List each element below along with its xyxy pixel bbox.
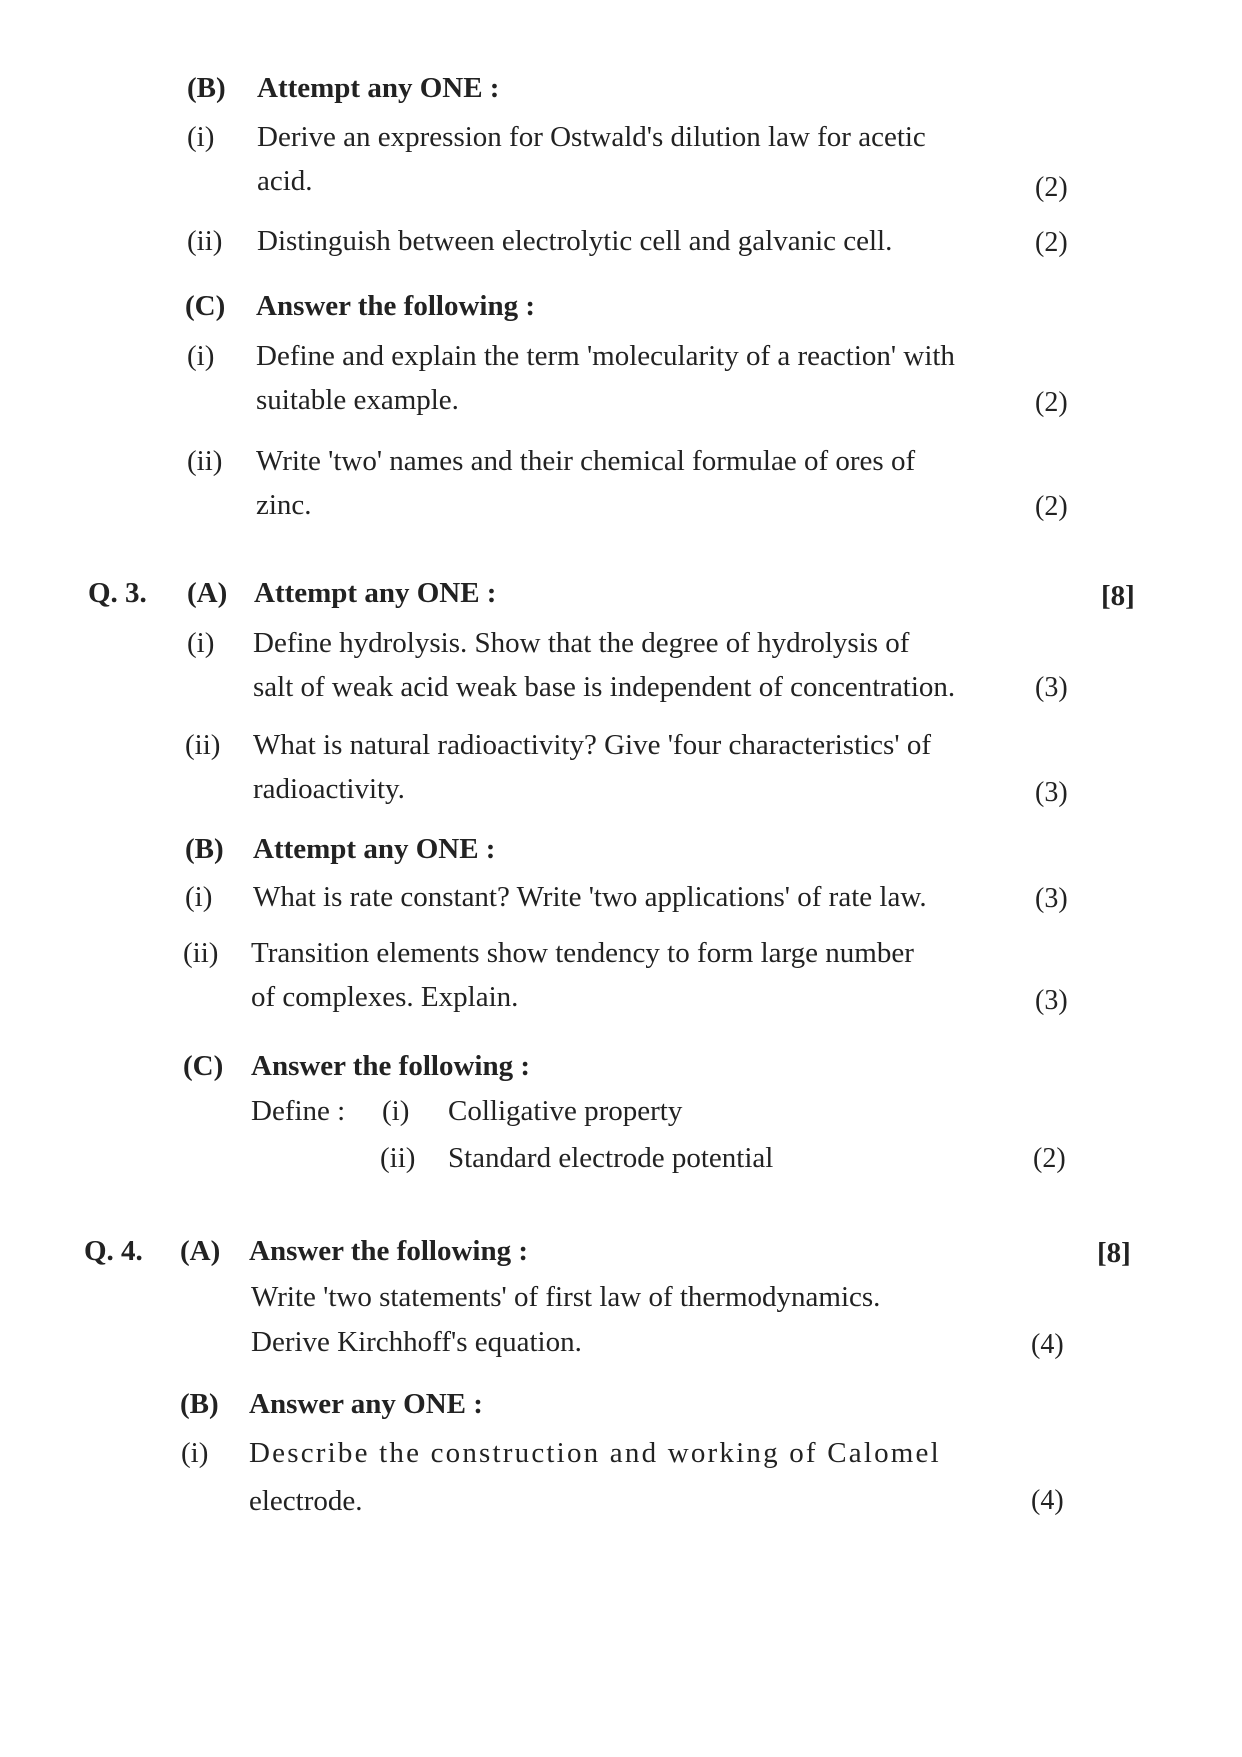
question-text: suitable example. xyxy=(256,384,459,416)
section-a-heading: Attempt any ONE : xyxy=(254,577,497,609)
marks: (2) xyxy=(1035,172,1068,203)
question-text: of complexes. Explain. xyxy=(251,981,519,1013)
marks: (2) xyxy=(1035,227,1068,258)
question-text: Transition elements show tendency to form large number xyxy=(251,937,914,969)
define-label: Define : xyxy=(251,1095,346,1127)
section-c-label: (C) xyxy=(183,1050,224,1082)
marks: (3) xyxy=(1035,777,1068,808)
question-number: Q. 3. xyxy=(88,577,147,609)
marks: (2) xyxy=(1035,491,1068,522)
section-c-heading: Answer the following : xyxy=(256,290,535,322)
item-number: (i) xyxy=(187,340,215,372)
question-text: electrode. xyxy=(249,1485,363,1517)
section-a-label: (A) xyxy=(180,1235,221,1267)
item-number: (ii) xyxy=(380,1142,416,1174)
marks: (3) xyxy=(1035,883,1068,914)
question-text: zinc. xyxy=(256,489,312,521)
marks: (3) xyxy=(1035,672,1068,703)
question-text: Colligative property xyxy=(448,1095,683,1127)
total-marks: [8] xyxy=(1097,1237,1131,1269)
question-text: Standard electrode potential xyxy=(448,1142,774,1174)
question-text: Write 'two' names and their chemical formulae of ores of xyxy=(256,445,916,477)
marks: (2) xyxy=(1035,387,1068,418)
question-text: salt of weak acid weak base is independent of concentration. xyxy=(253,671,956,703)
section-c-label: (C) xyxy=(185,290,226,322)
item-number: (i) xyxy=(187,627,215,659)
question-text: Derive an expression for Ostwald's dilution law for acetic xyxy=(257,121,926,153)
item-number: (ii) xyxy=(183,937,219,969)
item-number: (i) xyxy=(181,1437,209,1469)
section-b-label: (B) xyxy=(185,833,224,865)
question-text: Derive Kirchhoff's equation. xyxy=(251,1326,582,1358)
question-number: Q. 4. xyxy=(84,1235,143,1267)
item-number: (ii) xyxy=(185,729,221,761)
question-text: radioactivity. xyxy=(253,773,405,805)
question-text: Describe the construction and working of Calomel xyxy=(249,1437,941,1469)
question-text: Define and explain the term 'molecularity of a reaction' with xyxy=(256,340,955,372)
question-text: Define hydrolysis. Show that the degree of hydrolysis of xyxy=(253,627,910,659)
total-marks: [8] xyxy=(1101,580,1135,612)
marks: (2) xyxy=(1033,1143,1066,1174)
item-number: (i) xyxy=(382,1095,410,1127)
section-c-heading: Answer the following : xyxy=(251,1050,530,1082)
question-text: What is natural radioactivity? Give 'four characteristics' of xyxy=(253,729,931,761)
section-a-heading: Answer the following : xyxy=(249,1235,528,1267)
section-b-heading: Attempt any ONE : xyxy=(253,833,496,865)
marks: (4) xyxy=(1031,1485,1064,1516)
question-text: Distinguish between electrolytic cell and galvanic cell. xyxy=(257,225,893,257)
item-number: (i) xyxy=(185,881,213,913)
question-text: acid. xyxy=(257,165,313,197)
section-b-label: (B) xyxy=(180,1388,219,1420)
section-b-heading: Answer any ONE : xyxy=(249,1388,483,1420)
section-a-label: (A) xyxy=(187,577,228,609)
marks: (4) xyxy=(1031,1329,1064,1360)
item-number: (ii) xyxy=(187,445,223,477)
marks: (3) xyxy=(1035,985,1068,1016)
item-number: (i) xyxy=(187,121,215,153)
section-b-label: (B) xyxy=(187,72,226,104)
question-text: What is rate constant? Write 'two applications' of rate law. xyxy=(253,881,927,913)
question-text: Write 'two statements' of first law of thermodynamics. xyxy=(251,1281,881,1313)
item-number: (ii) xyxy=(187,225,223,257)
section-b-heading: Attempt any ONE : xyxy=(257,72,500,104)
